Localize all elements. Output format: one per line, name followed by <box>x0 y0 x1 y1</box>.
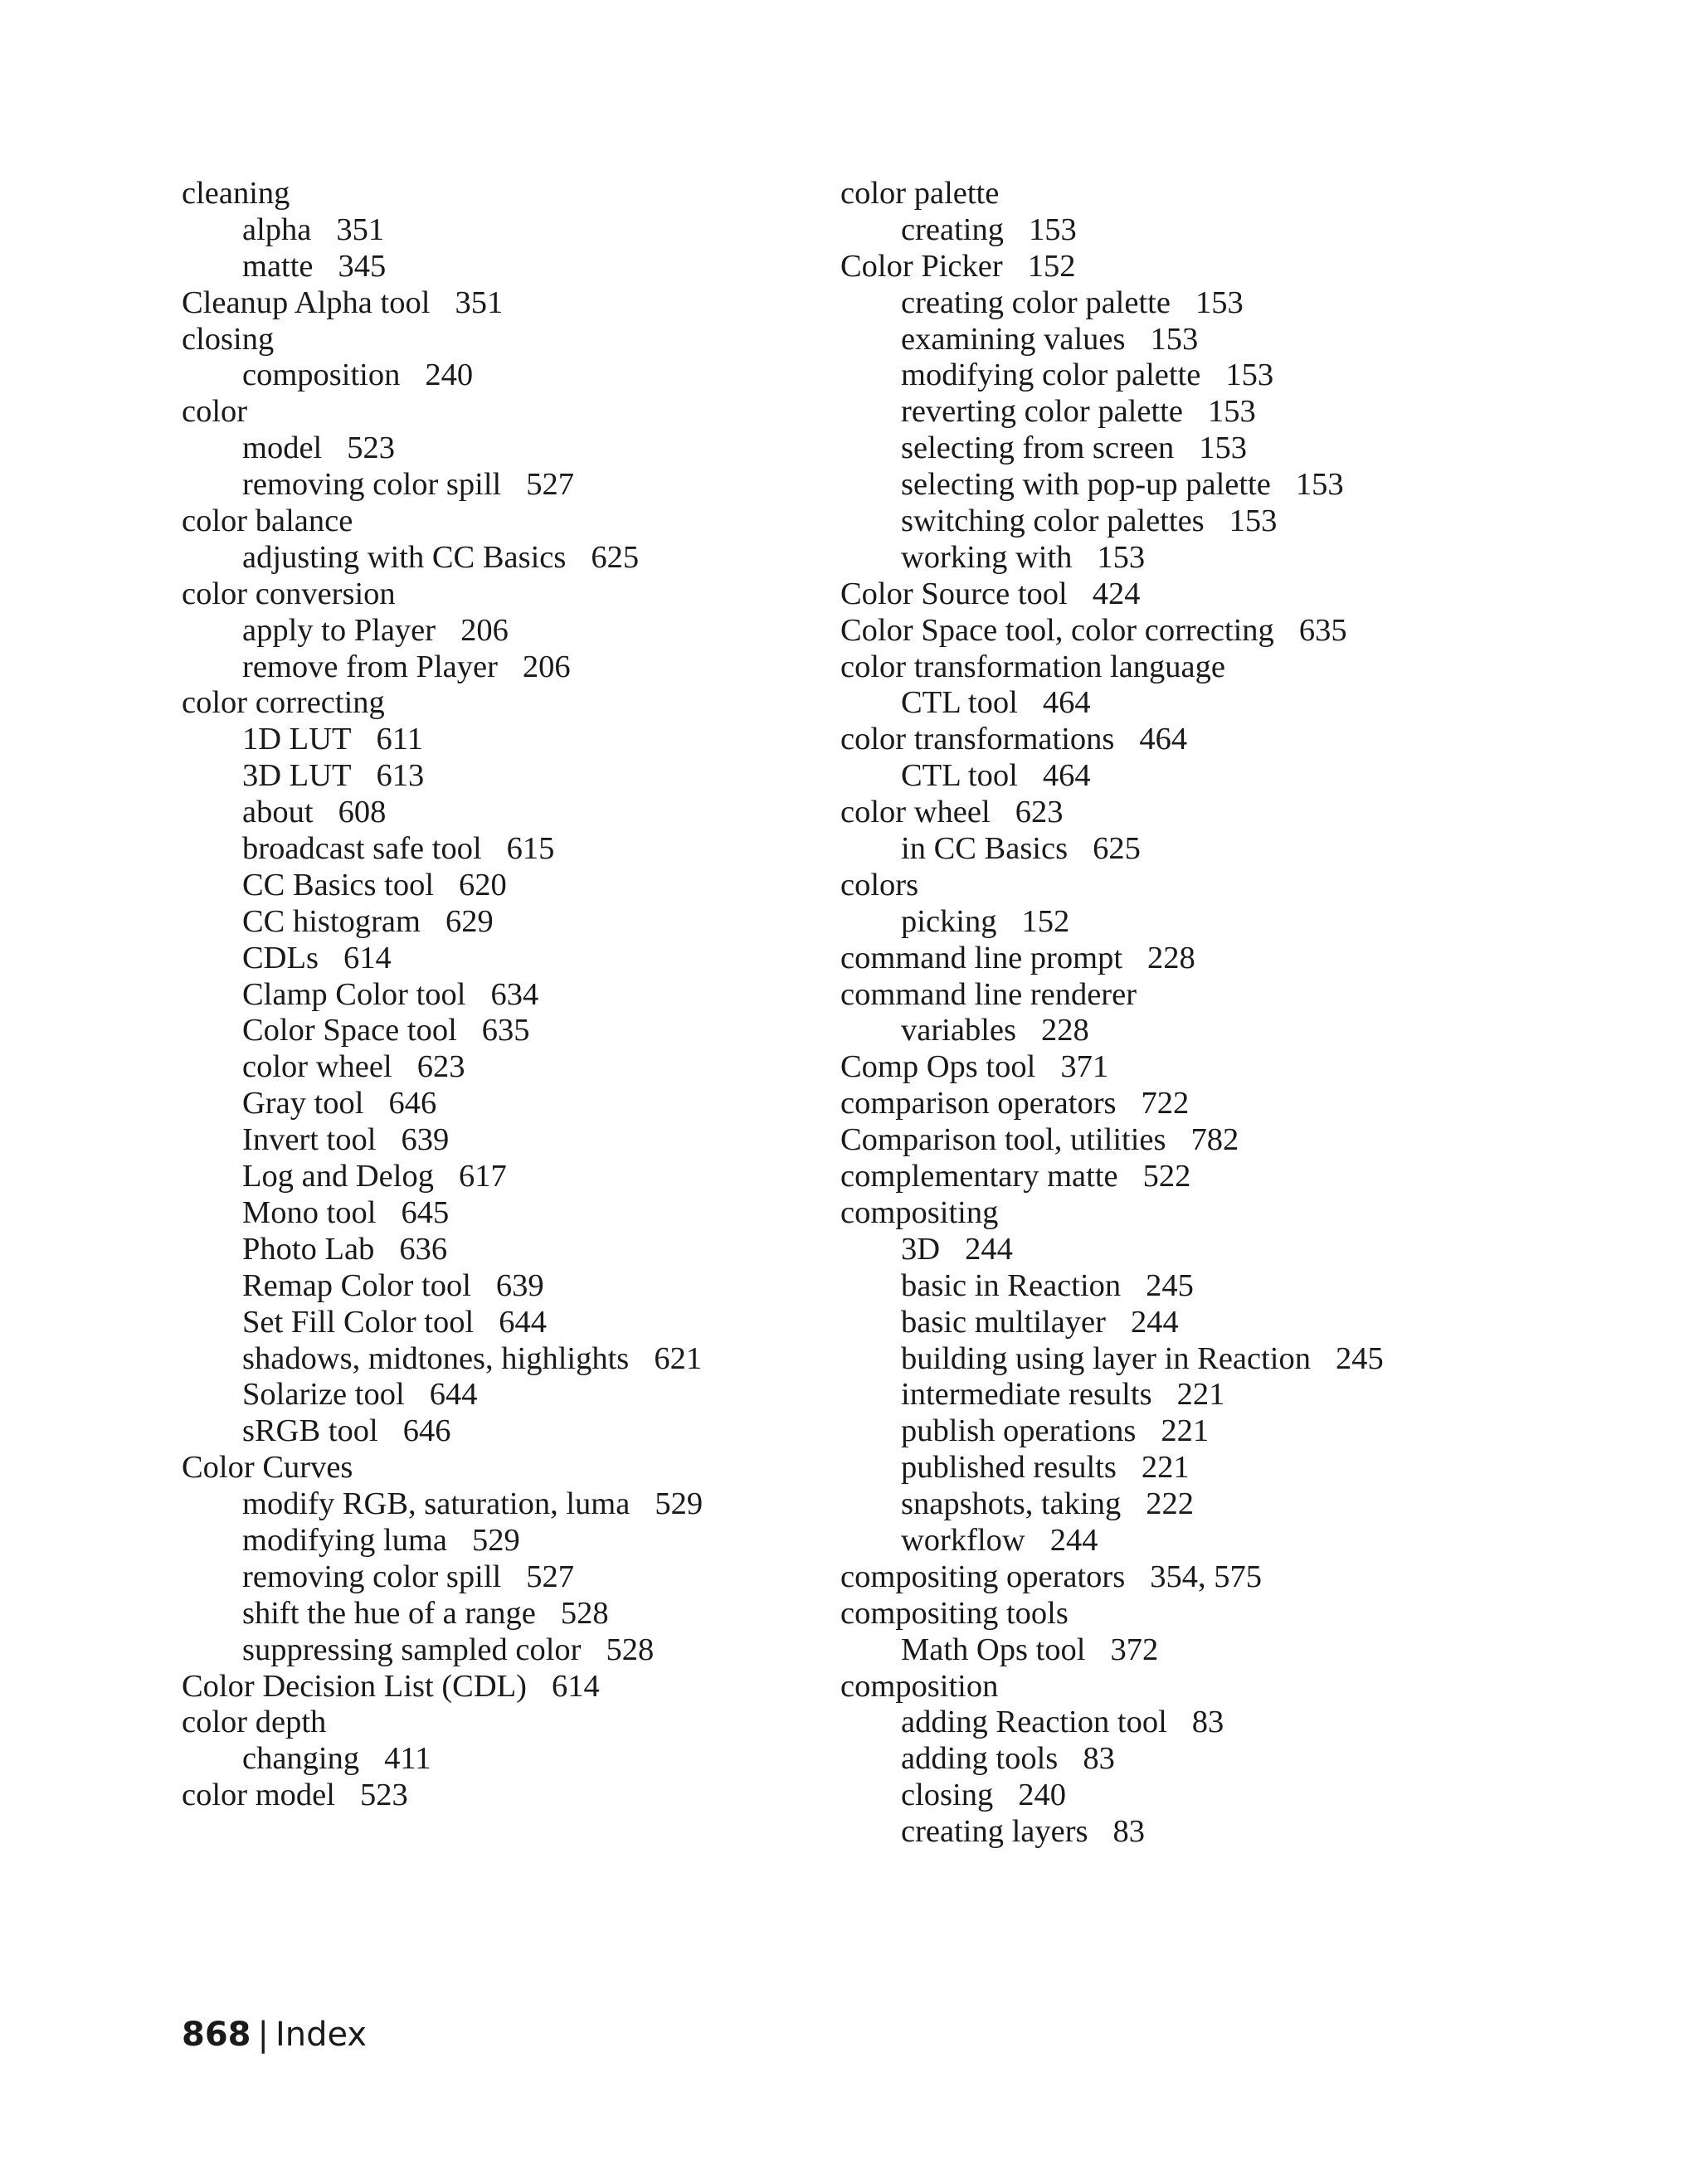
index-term: building using layer in Reaction <box>901 1340 1311 1376</box>
index-term: reverting color palette <box>901 394 1183 430</box>
index-term: comparison operators <box>840 1086 1117 1121</box>
index-subentry <box>182 722 703 758</box>
index-term: color wheel <box>840 795 991 830</box>
index-term: 3D <box>901 1231 941 1267</box>
page-footer <box>182 2014 367 2055</box>
index-term: examining values <box>901 321 1126 357</box>
index-term: alpha <box>242 212 312 247</box>
index-page-ref: 611 <box>376 722 423 757</box>
index-entry <box>182 1778 703 1814</box>
index-entry <box>182 394 703 430</box>
index-subentry <box>840 1232 1384 1268</box>
index-subentry <box>840 1814 1384 1851</box>
index-subentry <box>182 758 703 795</box>
index-page-ref: 244 <box>1130 1304 1179 1340</box>
index-page-ref: 464 <box>1042 758 1091 794</box>
index-page-ref: 153 <box>1225 358 1274 393</box>
index-page-ref: 354, 575 <box>1150 1559 1262 1594</box>
index-subentry <box>182 941 703 977</box>
index-page-ref: 722 <box>1141 1086 1190 1121</box>
index-term: Solarize tool <box>242 1377 405 1413</box>
index-entry <box>840 1049 1384 1086</box>
index-subentry <box>182 1122 703 1159</box>
index-subentry <box>840 212 1384 249</box>
index-term: CTL tool <box>901 685 1018 721</box>
index-entry <box>840 1195 1384 1232</box>
index-term: changing <box>242 1741 360 1777</box>
index-page-ref: 153 <box>1199 430 1248 466</box>
index-subentry <box>182 831 703 868</box>
index-page-ref: 153 <box>1229 503 1278 539</box>
index-subentry <box>182 904 703 941</box>
index-subentry <box>182 1049 703 1086</box>
index-page-ref: 83 <box>1112 1814 1146 1850</box>
index-entry <box>182 285 703 322</box>
index-term: CTL tool <box>901 758 1018 794</box>
index-page-ref: 529 <box>655 1486 703 1522</box>
index-subentry <box>840 1450 1384 1486</box>
index-term: color depth <box>182 1705 327 1740</box>
index-term: published results <box>901 1450 1117 1486</box>
index-term: compositing operators <box>840 1559 1126 1594</box>
index-page-ref: 615 <box>506 831 555 867</box>
index-entry <box>840 1086 1384 1122</box>
index-subentry <box>182 1013 703 1049</box>
index-subentry <box>840 1741 1384 1778</box>
index-page-ref: 152 <box>1021 903 1070 939</box>
index-page-ref: 240 <box>425 358 474 393</box>
index-term: Comparison tool, utilities <box>840 1122 1166 1158</box>
index-subentry <box>840 1486 1384 1523</box>
index-page-ref: 644 <box>499 1304 547 1340</box>
index-term: composition <box>242 358 401 393</box>
index-term: Cleanup Alpha tool <box>182 285 431 320</box>
index-page-ref: 639 <box>401 1122 450 1158</box>
index-page-ref: 613 <box>376 758 425 794</box>
index-term: Color Decision List (CDL) <box>182 1668 527 1704</box>
index-entry <box>182 576 703 613</box>
index-subentry <box>182 1268 703 1305</box>
index-subentry <box>182 1086 703 1122</box>
index-page-ref: 153 <box>1207 394 1256 430</box>
index-entry <box>840 176 1384 212</box>
index-subentry <box>840 758 1384 795</box>
index-subentry <box>840 430 1384 467</box>
index-term: variables <box>901 1013 1016 1048</box>
index-term: modifying color palette <box>901 358 1201 393</box>
index-term: 1D LUT <box>242 722 352 757</box>
index-subentry <box>182 1305 703 1341</box>
index-entry <box>840 868 1384 904</box>
index-term: Color Source tool <box>840 576 1068 611</box>
index-term: modify RGB, saturation, luma <box>242 1486 630 1522</box>
index-term: color correcting <box>182 685 385 721</box>
index-page-ref: 523 <box>359 1778 408 1813</box>
index-subentry <box>182 1377 703 1413</box>
index-entry <box>840 795 1384 831</box>
index-term: color wheel <box>242 1049 392 1085</box>
index-page-ref: 206 <box>460 612 509 648</box>
index-subentry <box>840 1377 1384 1413</box>
index-term: color model <box>182 1778 335 1813</box>
index-subentry <box>182 795 703 831</box>
index-term: Remap Color tool <box>242 1267 471 1303</box>
index-page-ref: 782 <box>1190 1122 1239 1158</box>
index-term: selecting from screen <box>901 430 1175 466</box>
index-page-ref: 424 <box>1092 576 1141 611</box>
index-subentry <box>840 322 1384 358</box>
index-term: command line renderer <box>840 976 1137 1012</box>
index-term: color balance <box>182 503 353 539</box>
index-page-ref: 527 <box>526 467 574 503</box>
index-term: command line prompt <box>840 940 1123 975</box>
index-entry <box>840 977 1384 1014</box>
index-entry <box>840 1669 1384 1705</box>
index-page-ref: 244 <box>965 1231 1013 1267</box>
index-term: CC histogram <box>242 903 421 939</box>
index-term: switching color palettes <box>901 503 1205 539</box>
index-page-ref: 221 <box>1161 1413 1210 1449</box>
index-term: Math Ops tool <box>901 1632 1086 1667</box>
index-subentry <box>840 503 1384 540</box>
index-term: Gray tool <box>242 1086 364 1121</box>
index-entry <box>840 722 1384 758</box>
index-page-ref: 153 <box>1295 467 1344 503</box>
index-page-ref: 372 <box>1110 1632 1159 1667</box>
index-term: color <box>182 394 248 430</box>
index-subentry <box>182 212 703 249</box>
index-page-ref: 245 <box>1146 1267 1194 1303</box>
index-page-ref: 614 <box>343 940 392 975</box>
index-page-ref: 240 <box>1018 1778 1066 1813</box>
index-page-ref: 228 <box>1147 940 1195 975</box>
index-page-ref: 83 <box>1191 1705 1224 1740</box>
footer-section-title: Index <box>275 2016 368 2054</box>
index-term: publish operations <box>901 1413 1137 1449</box>
index-page-ref: 639 <box>495 1267 544 1303</box>
index-term: in CC Basics <box>901 831 1069 867</box>
index-term: Color Space tool, color correcting <box>840 612 1274 648</box>
index-term: Photo Lab <box>242 1231 375 1267</box>
index-term: color conversion <box>182 576 396 611</box>
index-subentry <box>840 1341 1384 1378</box>
index-subentry <box>840 831 1384 868</box>
index-term: CDLs <box>242 940 319 975</box>
index-subentry <box>182 467 703 503</box>
index-term: basic in Reaction <box>901 1267 1122 1303</box>
index-subentry <box>182 249 703 285</box>
index-term: Invert tool <box>242 1122 377 1158</box>
index-page-ref: 528 <box>606 1632 655 1667</box>
index-entry <box>182 1705 703 1741</box>
index-term: closing <box>182 321 275 357</box>
index-term: Color Picker <box>840 248 1003 284</box>
index-subentry <box>182 1232 703 1268</box>
index-term: creating <box>901 212 1004 247</box>
index-subentry <box>840 1778 1384 1814</box>
index-page-ref: 153 <box>1097 539 1146 575</box>
index-page-ref: 345 <box>338 248 387 284</box>
index-subentry <box>182 1486 703 1523</box>
index-term: complementary matte <box>840 1159 1118 1194</box>
index-term: adjusting with CC Basics <box>242 539 567 575</box>
index-page-ref: 245 <box>1336 1340 1384 1376</box>
index-entry <box>840 1596 1384 1632</box>
index-subentry <box>840 1268 1384 1305</box>
index-page-ref: 528 <box>560 1595 609 1631</box>
index-subentry <box>840 1523 1384 1559</box>
index-entry <box>182 1450 703 1486</box>
index-page-ref: 620 <box>459 867 507 902</box>
index-term: color transformation language <box>840 649 1225 684</box>
index-page-ref: 634 <box>490 976 539 1012</box>
index-entry <box>840 1159 1384 1195</box>
index-page-ref: 153 <box>1150 321 1199 357</box>
index-subentry <box>182 1413 703 1450</box>
index-term: snapshots, taking <box>901 1486 1122 1522</box>
index-page-ref: 522 <box>1142 1159 1191 1194</box>
index-column-left <box>182 176 703 1814</box>
index-page-ref: 523 <box>347 430 395 466</box>
index-term: modifying luma <box>242 1522 448 1558</box>
index-subentry <box>182 1632 703 1669</box>
index-page-ref: 617 <box>458 1159 507 1194</box>
index-term: Set Fill Color tool <box>242 1304 475 1340</box>
index-term: sRGB tool <box>242 1413 378 1449</box>
index-term: removing color spill <box>242 467 502 503</box>
index-page-ref: 221 <box>1141 1450 1190 1486</box>
index-page-ref: 244 <box>1049 1522 1098 1558</box>
index-term: colors <box>840 867 919 902</box>
index-page-ref: 351 <box>455 285 504 320</box>
index-page-ref: 228 <box>1040 1013 1089 1048</box>
index-page-ref: 83 <box>1083 1741 1115 1777</box>
index-subentry <box>840 358 1384 394</box>
index-page-ref: 623 <box>1015 795 1064 830</box>
index-subentry <box>182 358 703 394</box>
index-entry <box>182 322 703 358</box>
index-subentry <box>840 285 1384 322</box>
index-page-ref: 621 <box>654 1340 703 1376</box>
index-page-ref: 645 <box>401 1194 450 1230</box>
index-subentry <box>182 1195 703 1232</box>
index-term: apply to Player <box>242 612 436 648</box>
index-term: about <box>242 795 314 830</box>
index-page-ref: 529 <box>472 1522 520 1558</box>
index-term: Comp Ops tool <box>840 1049 1036 1085</box>
index-term: compositing tools <box>840 1595 1069 1631</box>
index-term: adding tools <box>901 1741 1059 1777</box>
index-page-ref: 646 <box>402 1413 451 1449</box>
index-page-ref: 206 <box>522 649 571 684</box>
index-term: CC Basics tool <box>242 867 435 902</box>
index-term: 3D LUT <box>242 758 352 794</box>
index-term: shadows, midtones, highlights <box>242 1340 630 1376</box>
index-term: color palette <box>840 176 1000 211</box>
index-term: broadcast safe tool <box>242 831 482 867</box>
index-term: workflow <box>901 1522 1025 1558</box>
index-term: shift the hue of a range <box>242 1595 536 1631</box>
index-page-ref: 222 <box>1146 1486 1194 1522</box>
index-page-ref: 614 <box>551 1668 600 1704</box>
index-subentry <box>182 868 703 904</box>
index-subentry <box>840 1013 1384 1049</box>
index-page-ref: 625 <box>1093 831 1141 867</box>
index-subentry <box>182 1159 703 1195</box>
index-term: composition <box>840 1668 999 1704</box>
index-subentry <box>182 540 703 576</box>
index-term: working with <box>901 539 1073 575</box>
index-page-ref: 629 <box>445 903 494 939</box>
index-term: color transformations <box>840 722 1115 757</box>
index-term: compositing <box>840 1194 999 1230</box>
index-subentry <box>840 1413 1384 1450</box>
index-page-ref: 625 <box>591 539 640 575</box>
index-subentry <box>182 649 703 686</box>
index-subentry <box>182 613 703 649</box>
index-term: Clamp Color tool <box>242 976 466 1012</box>
index-term: matte <box>242 248 314 284</box>
index-subentry <box>840 1305 1384 1341</box>
index-entry <box>840 941 1384 977</box>
index-page-ref: 221 <box>1176 1377 1225 1413</box>
index-subentry <box>182 1596 703 1632</box>
index-term: removing color spill <box>242 1559 502 1594</box>
page-number: 868 <box>182 2016 251 2054</box>
index-term: creating layers <box>901 1814 1088 1850</box>
index-term: adding Reaction tool <box>901 1705 1167 1740</box>
index-term: picking <box>901 903 997 939</box>
index-term: Color Space tool <box>242 1013 457 1048</box>
index-entry <box>182 176 703 212</box>
index-entry <box>840 1122 1384 1159</box>
index-entry <box>840 1559 1384 1596</box>
index-page-ref: 153 <box>1029 212 1077 247</box>
index-page-ref: 464 <box>1042 685 1091 721</box>
index-page-ref: 635 <box>481 1013 530 1048</box>
index-term: cleaning <box>182 176 290 211</box>
index-subentry <box>840 1632 1384 1669</box>
index-entry <box>840 576 1384 613</box>
index-subentry <box>840 467 1384 503</box>
index-subentry <box>182 1341 703 1378</box>
index-subentry <box>840 1705 1384 1741</box>
index-page-ref: 608 <box>338 795 387 830</box>
index-page-ref: 411 <box>384 1741 431 1777</box>
index-subentry <box>182 1741 703 1778</box>
index-page-ref: 371 <box>1060 1049 1109 1085</box>
index-term: selecting with pop-up palette <box>901 467 1271 503</box>
index-page-ref: 527 <box>526 1559 574 1594</box>
index-page-ref: 636 <box>399 1231 448 1267</box>
index-term: closing <box>901 1778 994 1813</box>
index-column-right <box>840 176 1384 1851</box>
index-term: Color Curves <box>182 1450 353 1486</box>
index-entry <box>840 649 1384 686</box>
index-entry <box>840 249 1384 285</box>
index-page-ref: 464 <box>1139 722 1188 757</box>
index-page-ref: 635 <box>1298 612 1347 648</box>
index-entry <box>182 1669 703 1705</box>
index-term: remove from Player <box>242 649 498 684</box>
index-term: Log and Delog <box>242 1159 434 1194</box>
index-subentry <box>840 904 1384 941</box>
index-term: suppressing sampled color <box>242 1632 582 1667</box>
index-term: model <box>242 430 323 466</box>
index-term: intermediate results <box>901 1377 1152 1413</box>
index-entry <box>840 613 1384 649</box>
index-term: basic multilayer <box>901 1304 1106 1340</box>
index-subentry <box>182 977 703 1014</box>
index-term: creating color palette <box>901 285 1171 320</box>
index-page-ref: 351 <box>336 212 385 247</box>
index-page-ref: 646 <box>388 1086 437 1121</box>
index-subentry <box>840 394 1384 430</box>
index-entry <box>182 685 703 722</box>
index-subentry <box>840 685 1384 722</box>
index-page-ref: 152 <box>1027 248 1076 284</box>
index-entry <box>182 503 703 540</box>
index-subentry <box>182 430 703 467</box>
index-term: Mono tool <box>242 1194 377 1230</box>
index-subentry <box>182 1523 703 1559</box>
index-page-ref: 623 <box>416 1049 465 1085</box>
index-page-ref: 153 <box>1195 285 1244 320</box>
index-page-ref: 644 <box>429 1377 478 1413</box>
index-subentry <box>182 1559 703 1596</box>
footer-separator: | <box>257 2016 269 2054</box>
index-subentry <box>840 540 1384 576</box>
